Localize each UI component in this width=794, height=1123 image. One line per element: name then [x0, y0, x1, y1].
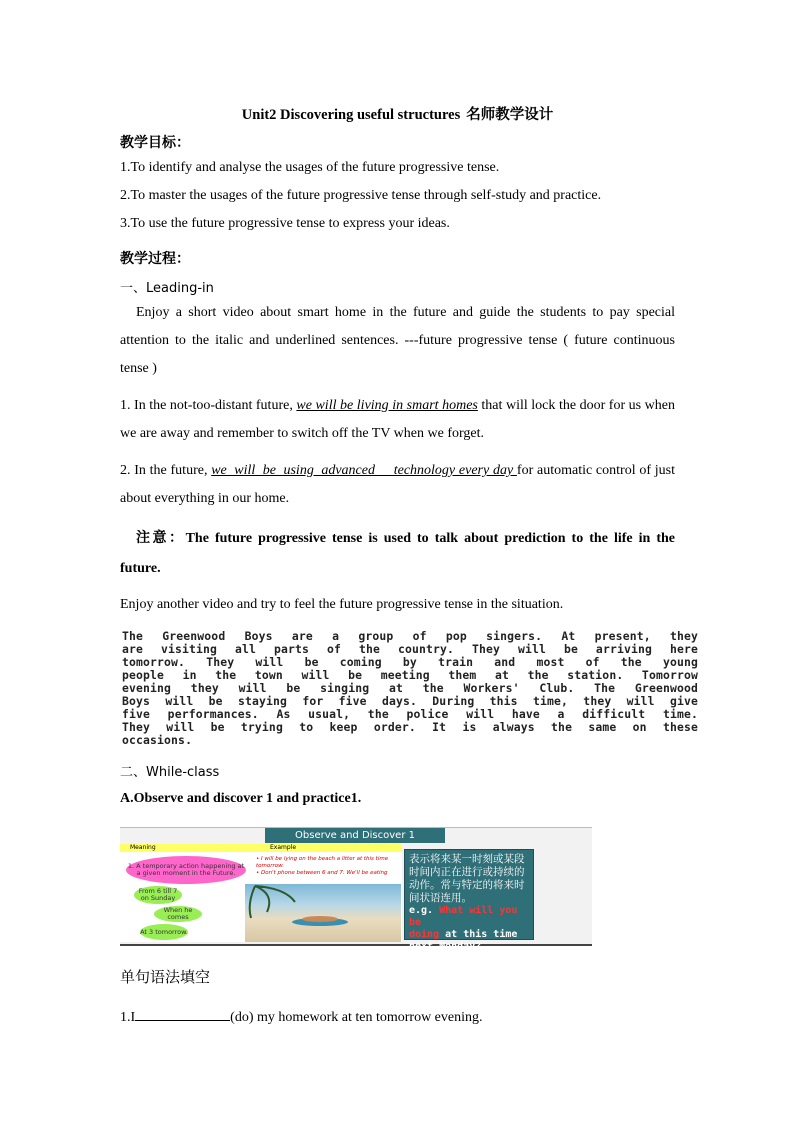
note-text: The future progressive tense is used to talk about prediction to the life in the future.	[120, 531, 675, 576]
objective-3: 3.To use the future progressive tense to express your ideas.	[120, 216, 450, 231]
slide-title: Observe and Discover 1	[265, 828, 445, 843]
bubble-when: When he comes	[154, 906, 202, 922]
bubble-at-3: At 3 tomorrow.	[140, 924, 188, 940]
beach-photo	[245, 884, 401, 942]
passage-line: are visiting all parts of the country. They will be arriving here	[122, 642, 698, 656]
page-title	[120, 103, 675, 124]
slide-eg: e.g. What will you be doing at this time next Monday?	[409, 905, 518, 952]
passage-line: The Greenwood Boys are a group of pop singers. At present, they	[122, 629, 698, 643]
passage-line: five performances. As usual, the police will have a difficult time.	[122, 707, 698, 721]
passage-line: Boys will be staying for five days. During this time, they will give	[122, 694, 698, 708]
slide-right-panel: 表示将来某一时刻或某段时间内正在进行或持续的动作。常与特定的将来时间状语连用。 e.g. What will you be doing at this time next Monday?	[404, 849, 534, 940]
title-cn: 名师教学设计	[466, 107, 554, 123]
title-en: Unit2 Discovering useful structures	[241, 107, 461, 123]
grammar-heading: 单句语法填空	[120, 968, 211, 986]
beach-illustration	[245, 884, 401, 942]
ex2-underlined: we will be using advanced technology every day	[211, 463, 517, 478]
while-class-label: 二、While-class	[120, 765, 220, 780]
video2-instruction: Enjoy another video and try to feel the future progressive tense in the situation.	[120, 597, 564, 612]
note	[120, 523, 675, 584]
slide-header-bar: Meaning Example	[120, 844, 402, 852]
answer-blank[interactable]	[135, 1007, 230, 1021]
passage-line: occasions.	[122, 733, 193, 747]
question-1: 1.I (do) my homework at ten tomorrow evening.	[120, 1007, 483, 1026]
objective-1: 1.To identify and analyse the usages of the future progressive tense.	[120, 160, 500, 175]
passage-line: evening they will be singing at the Workers' Club. The Greenwood	[122, 681, 698, 695]
note-label: 注意：	[136, 530, 186, 546]
leading-in-intro: Enjoy a short video about smart home in the future and guide the students to pay special attention to the italic and underlined sentences. ---future progressive tense ( future continuous tense )	[120, 305, 675, 376]
bubble-meaning: 1. A temporary action happening at a given moment in the Future.	[126, 856, 246, 884]
process-heading: 教学过程：	[120, 251, 190, 267]
objectives-heading: 教学目标：	[120, 135, 190, 151]
passage-line: tomorrow. They will be coming by train and most of the young	[122, 655, 698, 669]
passage-line: people in the town will be meeting them at the station. Tomorrow	[122, 668, 698, 682]
passage-line: They will be trying to keep order. It is always the same on these	[122, 720, 698, 734]
observe-discover-slide-image	[120, 827, 592, 952]
slide-left-panel	[120, 844, 402, 942]
section-a-heading: A.Observe and discover 1 and practice1.	[120, 791, 362, 806]
example-sentence-2: 2. In the future, we will be using advanced technology every day for automatic control of just about everything in our home.	[120, 463, 675, 506]
objective-2: 2.To master the usages of the future progressive tense through self-study and practice.	[120, 188, 602, 203]
ex1-underlined: we will be living in smart homes	[296, 398, 478, 413]
bubble-from-till: From 6 till 7 on Sunday	[134, 886, 182, 904]
slide-examples: • I will be lying on the beach a litter at this time tomorrow. • Don't phone between 6 and 7. We'll be eating	[256, 856, 389, 876]
example-sentence-1: 1. In the not-too-distant future, we will be living in smart homes that will lock the door for us when we are away and remember to switch off the TV when we forget.	[120, 398, 675, 441]
greenwood-passage-image	[122, 630, 698, 750]
leading-in-label: 一、Leading-in	[120, 281, 214, 296]
